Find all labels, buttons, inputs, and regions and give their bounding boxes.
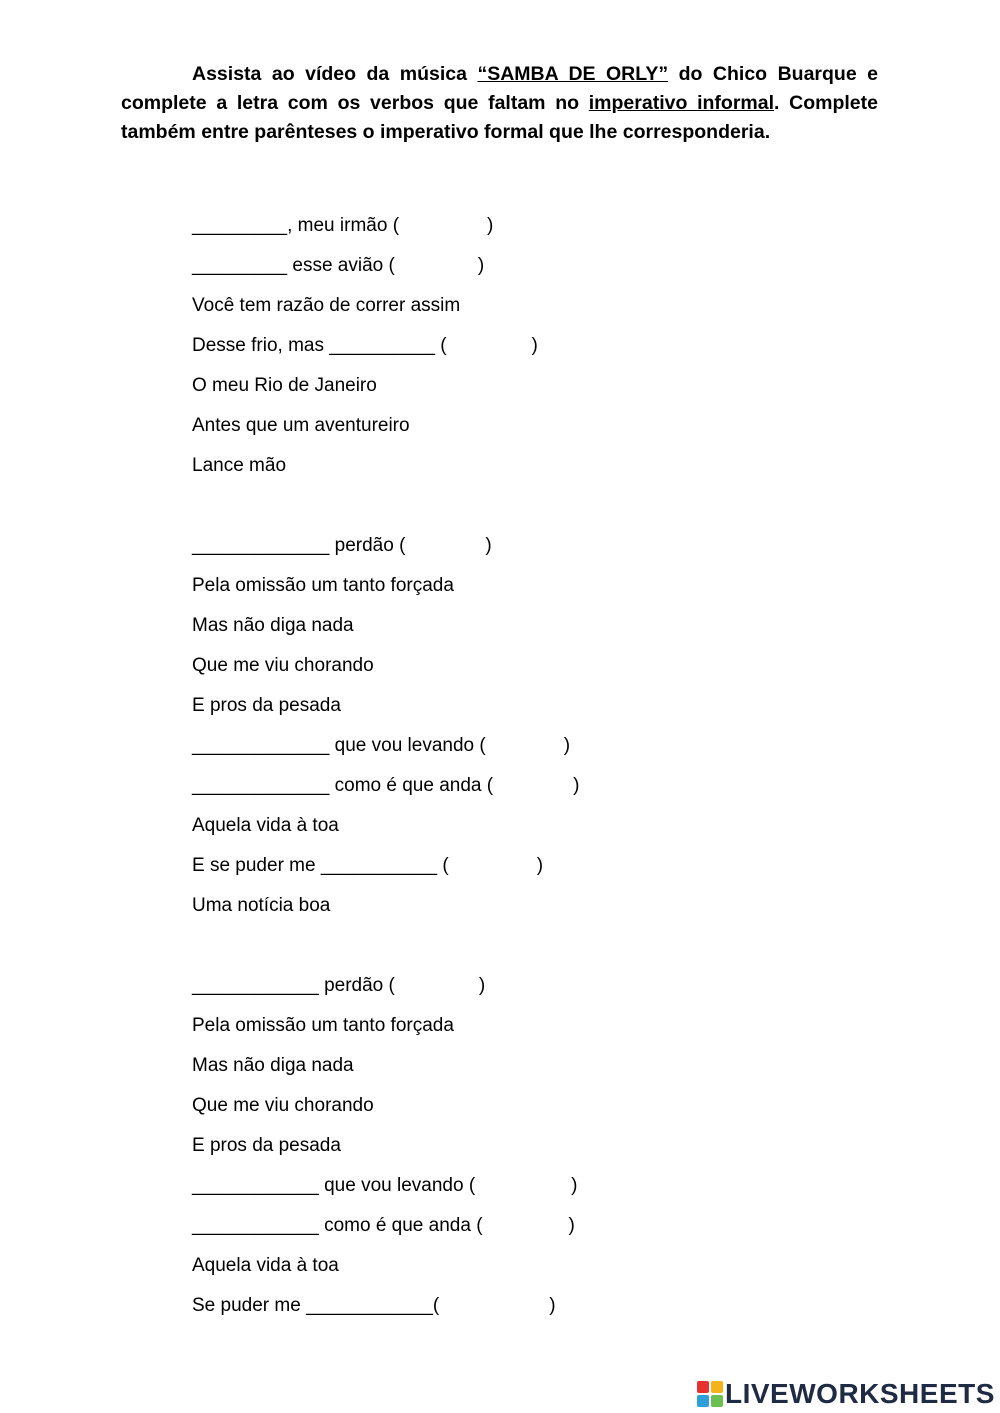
lyric-line: Mas não diga nada [192,1055,354,1076]
lyric-line: E pros da pesada [192,695,341,716]
blank-input[interactable]: _____________ [192,735,330,756]
blank-input[interactable]: _________ [192,255,288,276]
lyric-line: Desse frio, mas __________ ( ) [192,335,538,356]
blank-input[interactable]: ____________ [192,1215,319,1236]
lyric-line: Que me viu chorando [192,1095,374,1116]
song-title: “SAMBA DE ORLY” [477,63,669,85]
lyric-line: ____________ perdão ( ) [192,975,486,996]
lyric-line: E se puder me ___________ ( ) [192,855,544,876]
grammar-mode: imperativo informal [588,92,775,114]
lyric-line: Você tem razão de correr assim [192,295,461,316]
lyric-line: Antes que um aventureiro [192,415,410,436]
logo-square [697,1395,709,1407]
liveworksheets-logo-icon [697,1381,723,1407]
instructions-part3: . Complete também entre parênteses o imperativo formal que lhe corresponderia. [121,92,878,143]
lyric-line: Mas não diga nada [192,615,354,636]
instructions-part2: do Chico Buarque e complete a letra com os verbos que faltam no [121,63,878,114]
lyric-line: Se puder me ____________( ) [192,1295,556,1316]
lyric-line: _____________ como é que anda ( ) [192,775,580,796]
lyric-line: ____________ como é que anda ( ) [192,1215,575,1236]
lyrics-block [192,0,892,1413]
lyric-line: O meu Rio de Janeiro [192,375,377,396]
blank-input[interactable]: _____________ [192,775,330,796]
blank-input[interactable]: ____________ [192,1175,319,1196]
lyric-line: Pela omissão um tanto forçada [192,575,454,596]
lyric-line: Aquela vida à toa [192,1255,339,1276]
lyric-line: _________, meu irmão ( ) [192,215,494,236]
lyric-line: ____________ que vou levando ( ) [192,1175,578,1196]
blank-input[interactable]: ____________ [192,975,319,996]
lyric-line: Aquela vida à toa [192,815,339,836]
blank-input[interactable]: _________ [192,215,288,236]
lyric-line: Pela omissão um tanto forçada [192,1015,454,1036]
blank-input[interactable]: __________ [329,335,435,356]
lyric-line: E pros da pesada [192,1135,341,1156]
instructions-part1: Assista ao vídeo da música [192,63,478,85]
blank-input[interactable]: _____________ [192,535,330,556]
watermark-text: LIVEWORKSHEETS [725,1378,995,1409]
logo-square [711,1381,723,1393]
lyric-line: Lance mão [192,455,287,476]
logo-square [697,1381,709,1393]
lyric-line: Que me viu chorando [192,655,374,676]
lyric-line: _____________ que vou levando ( ) [192,735,571,756]
liveworksheets-watermark [697,1378,995,1410]
lyric-line: _____________ perdão ( ) [192,535,492,556]
logo-square [711,1395,723,1407]
blank-input[interactable]: ____________ [306,1295,433,1316]
blank-input[interactable]: ___________ [320,855,438,876]
lyric-line: _________ esse avião ( ) [192,255,485,276]
lyric-line: Uma notícia boa [192,895,331,916]
